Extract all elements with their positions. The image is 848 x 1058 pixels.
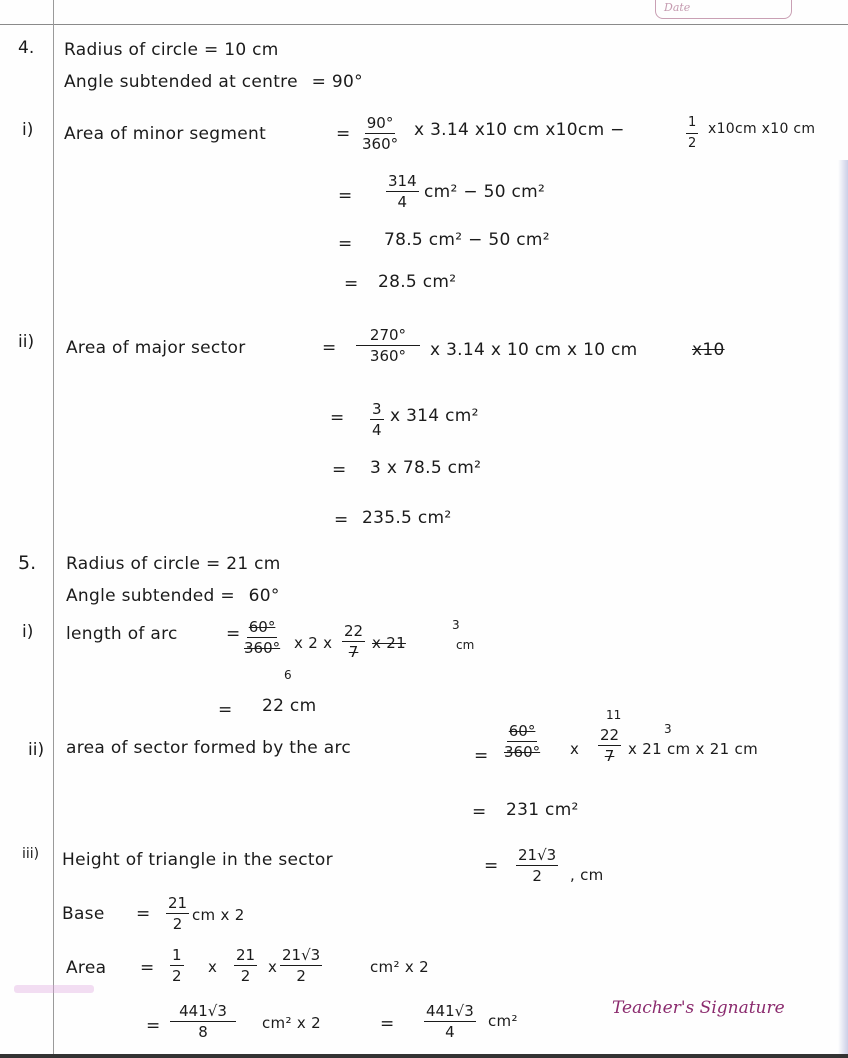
given-label: Angle subtended xyxy=(66,586,215,606)
expression: 3 x 78.5 cm² xyxy=(370,458,482,478)
equals-sign: = xyxy=(140,958,155,978)
equals-sign: = xyxy=(136,904,151,924)
given-value: 21 cm xyxy=(226,554,281,574)
expression: x10cm x10 cm xyxy=(708,121,816,137)
fraction: $\frac{270^\circ}{360^\circ}$ xyxy=(356,326,420,365)
equals-sign: = xyxy=(226,624,241,644)
equals-sign: = xyxy=(332,460,347,480)
given-value: 10 cm xyxy=(224,40,279,60)
equals-sign: = xyxy=(344,274,359,294)
equals-sign: = xyxy=(338,234,353,254)
date-box xyxy=(655,0,792,19)
expression: cm x 2 xyxy=(192,906,245,924)
approx-sign: = xyxy=(380,1014,395,1034)
fraction: $\frac{21√3}{2}$ xyxy=(282,946,321,985)
cancel-note: 3 xyxy=(664,722,672,736)
part-label: Height of triangle in the sector xyxy=(62,850,333,870)
question-number: 4. xyxy=(18,38,35,58)
date-label: Date xyxy=(664,1,691,14)
given-label: Radius of circle xyxy=(64,40,199,60)
fraction: $\frac{21}{2}$ xyxy=(236,946,256,985)
part-marker: iii) xyxy=(22,846,40,862)
equals-sign: = xyxy=(220,586,235,606)
cancel-note: 3 xyxy=(452,618,460,632)
unit: , cm xyxy=(570,866,604,884)
struck-text: x10 xyxy=(692,340,725,360)
part-marker: ii) xyxy=(18,332,35,352)
times-sign: x xyxy=(268,958,278,976)
fraction: $\frac{1}{2}$ xyxy=(172,946,182,985)
cancel-note: 11 xyxy=(606,708,622,722)
times-sign: x xyxy=(208,958,218,976)
expression: x 21 xyxy=(372,634,406,652)
expression: cm² − 50 cm² xyxy=(424,182,546,202)
equals-sign: = xyxy=(474,746,489,766)
expression: cm² x 2 xyxy=(370,958,429,976)
expression: x 2 x xyxy=(294,634,333,652)
part-marker: ii) xyxy=(28,740,45,760)
result: 28.5 cm² xyxy=(378,272,457,292)
equals-sign: = xyxy=(146,1016,161,1036)
fraction: $\frac{60^\circ}{360^\circ}$ xyxy=(244,618,281,657)
part-label: Area of major sector xyxy=(66,338,246,358)
equals-sign: = xyxy=(203,40,219,60)
header-rule xyxy=(0,24,848,25)
equals-sign: = xyxy=(311,72,327,92)
unit: cm xyxy=(456,638,475,652)
fraction: $\frac{21}{2}$ xyxy=(168,894,188,933)
expression: 78.5 cm² − 50 cm² xyxy=(384,230,550,250)
unit: cm² xyxy=(488,1012,518,1030)
fraction: $\frac{441√3}{8}$ xyxy=(170,1002,236,1041)
expression: x 3.14 x10 cm x10cm − xyxy=(414,120,625,140)
fraction: $\frac{90^\circ}{360^\circ}$ xyxy=(362,114,399,153)
given-label: Radius of circle xyxy=(66,554,201,574)
equals-sign: = xyxy=(330,408,345,428)
given-value: 60° xyxy=(248,586,280,606)
result: 22 cm xyxy=(262,696,317,716)
given-radius xyxy=(66,554,281,574)
expression: x xyxy=(570,740,580,758)
given-angle xyxy=(64,72,363,92)
result: 231 cm² xyxy=(506,800,579,820)
fraction: $\frac{441√3}{4}$ xyxy=(426,1002,474,1041)
expression: cm² x 2 xyxy=(262,1014,321,1032)
expression: x 3.14 x 10 cm x 10 cm xyxy=(430,340,638,360)
fraction: $\frac{22}{7}$ xyxy=(344,622,364,661)
equals-sign: = xyxy=(336,124,351,144)
part-label: length of arc xyxy=(66,624,178,644)
equals-sign: = xyxy=(322,338,337,358)
part-label: Area of minor segment xyxy=(64,124,267,144)
given-label: Angle subtended at centre xyxy=(64,72,298,92)
question-number: 5. xyxy=(18,552,37,574)
ink-smudge xyxy=(14,985,94,993)
fraction: $\frac{60^\circ}{360^\circ}$ xyxy=(504,722,541,761)
equals-sign: = xyxy=(338,186,353,206)
fraction: $\frac{22}{7}$ xyxy=(600,726,620,765)
equals-sign: = xyxy=(484,856,499,876)
fraction-half: $\frac{1}{2}$ xyxy=(688,115,697,151)
equals-sign: = xyxy=(218,700,233,720)
given-value: 90° xyxy=(331,72,363,92)
equals-sign: = xyxy=(334,510,349,530)
expression: x 314 cm² xyxy=(390,406,479,426)
equals-sign: = xyxy=(205,554,221,574)
equals-sign: = xyxy=(472,802,487,822)
given-radius xyxy=(64,40,279,60)
area-label: Area xyxy=(66,958,107,978)
margin-rule xyxy=(53,0,54,1058)
given-angle xyxy=(66,586,280,606)
fraction: $\frac{314}{4}$ xyxy=(388,172,417,211)
cancel-note: 6 xyxy=(284,668,292,682)
part-marker: i) xyxy=(22,622,34,642)
page-bottom-edge xyxy=(0,1054,848,1058)
part-label: area of sector formed by the arc xyxy=(66,738,352,758)
fraction: $\frac{3}{4}$ xyxy=(372,400,382,439)
teacher-signature-label: Teacher's Signature xyxy=(612,998,785,1018)
result: 235.5 cm² xyxy=(362,508,452,528)
fraction: $\frac{21√3}{2}$ xyxy=(518,846,557,885)
part-marker: i) xyxy=(22,120,34,140)
page-edge-shadow xyxy=(838,160,848,1058)
expression: x 21 cm x 21 cm xyxy=(628,740,758,758)
base-label: Base xyxy=(62,904,105,924)
